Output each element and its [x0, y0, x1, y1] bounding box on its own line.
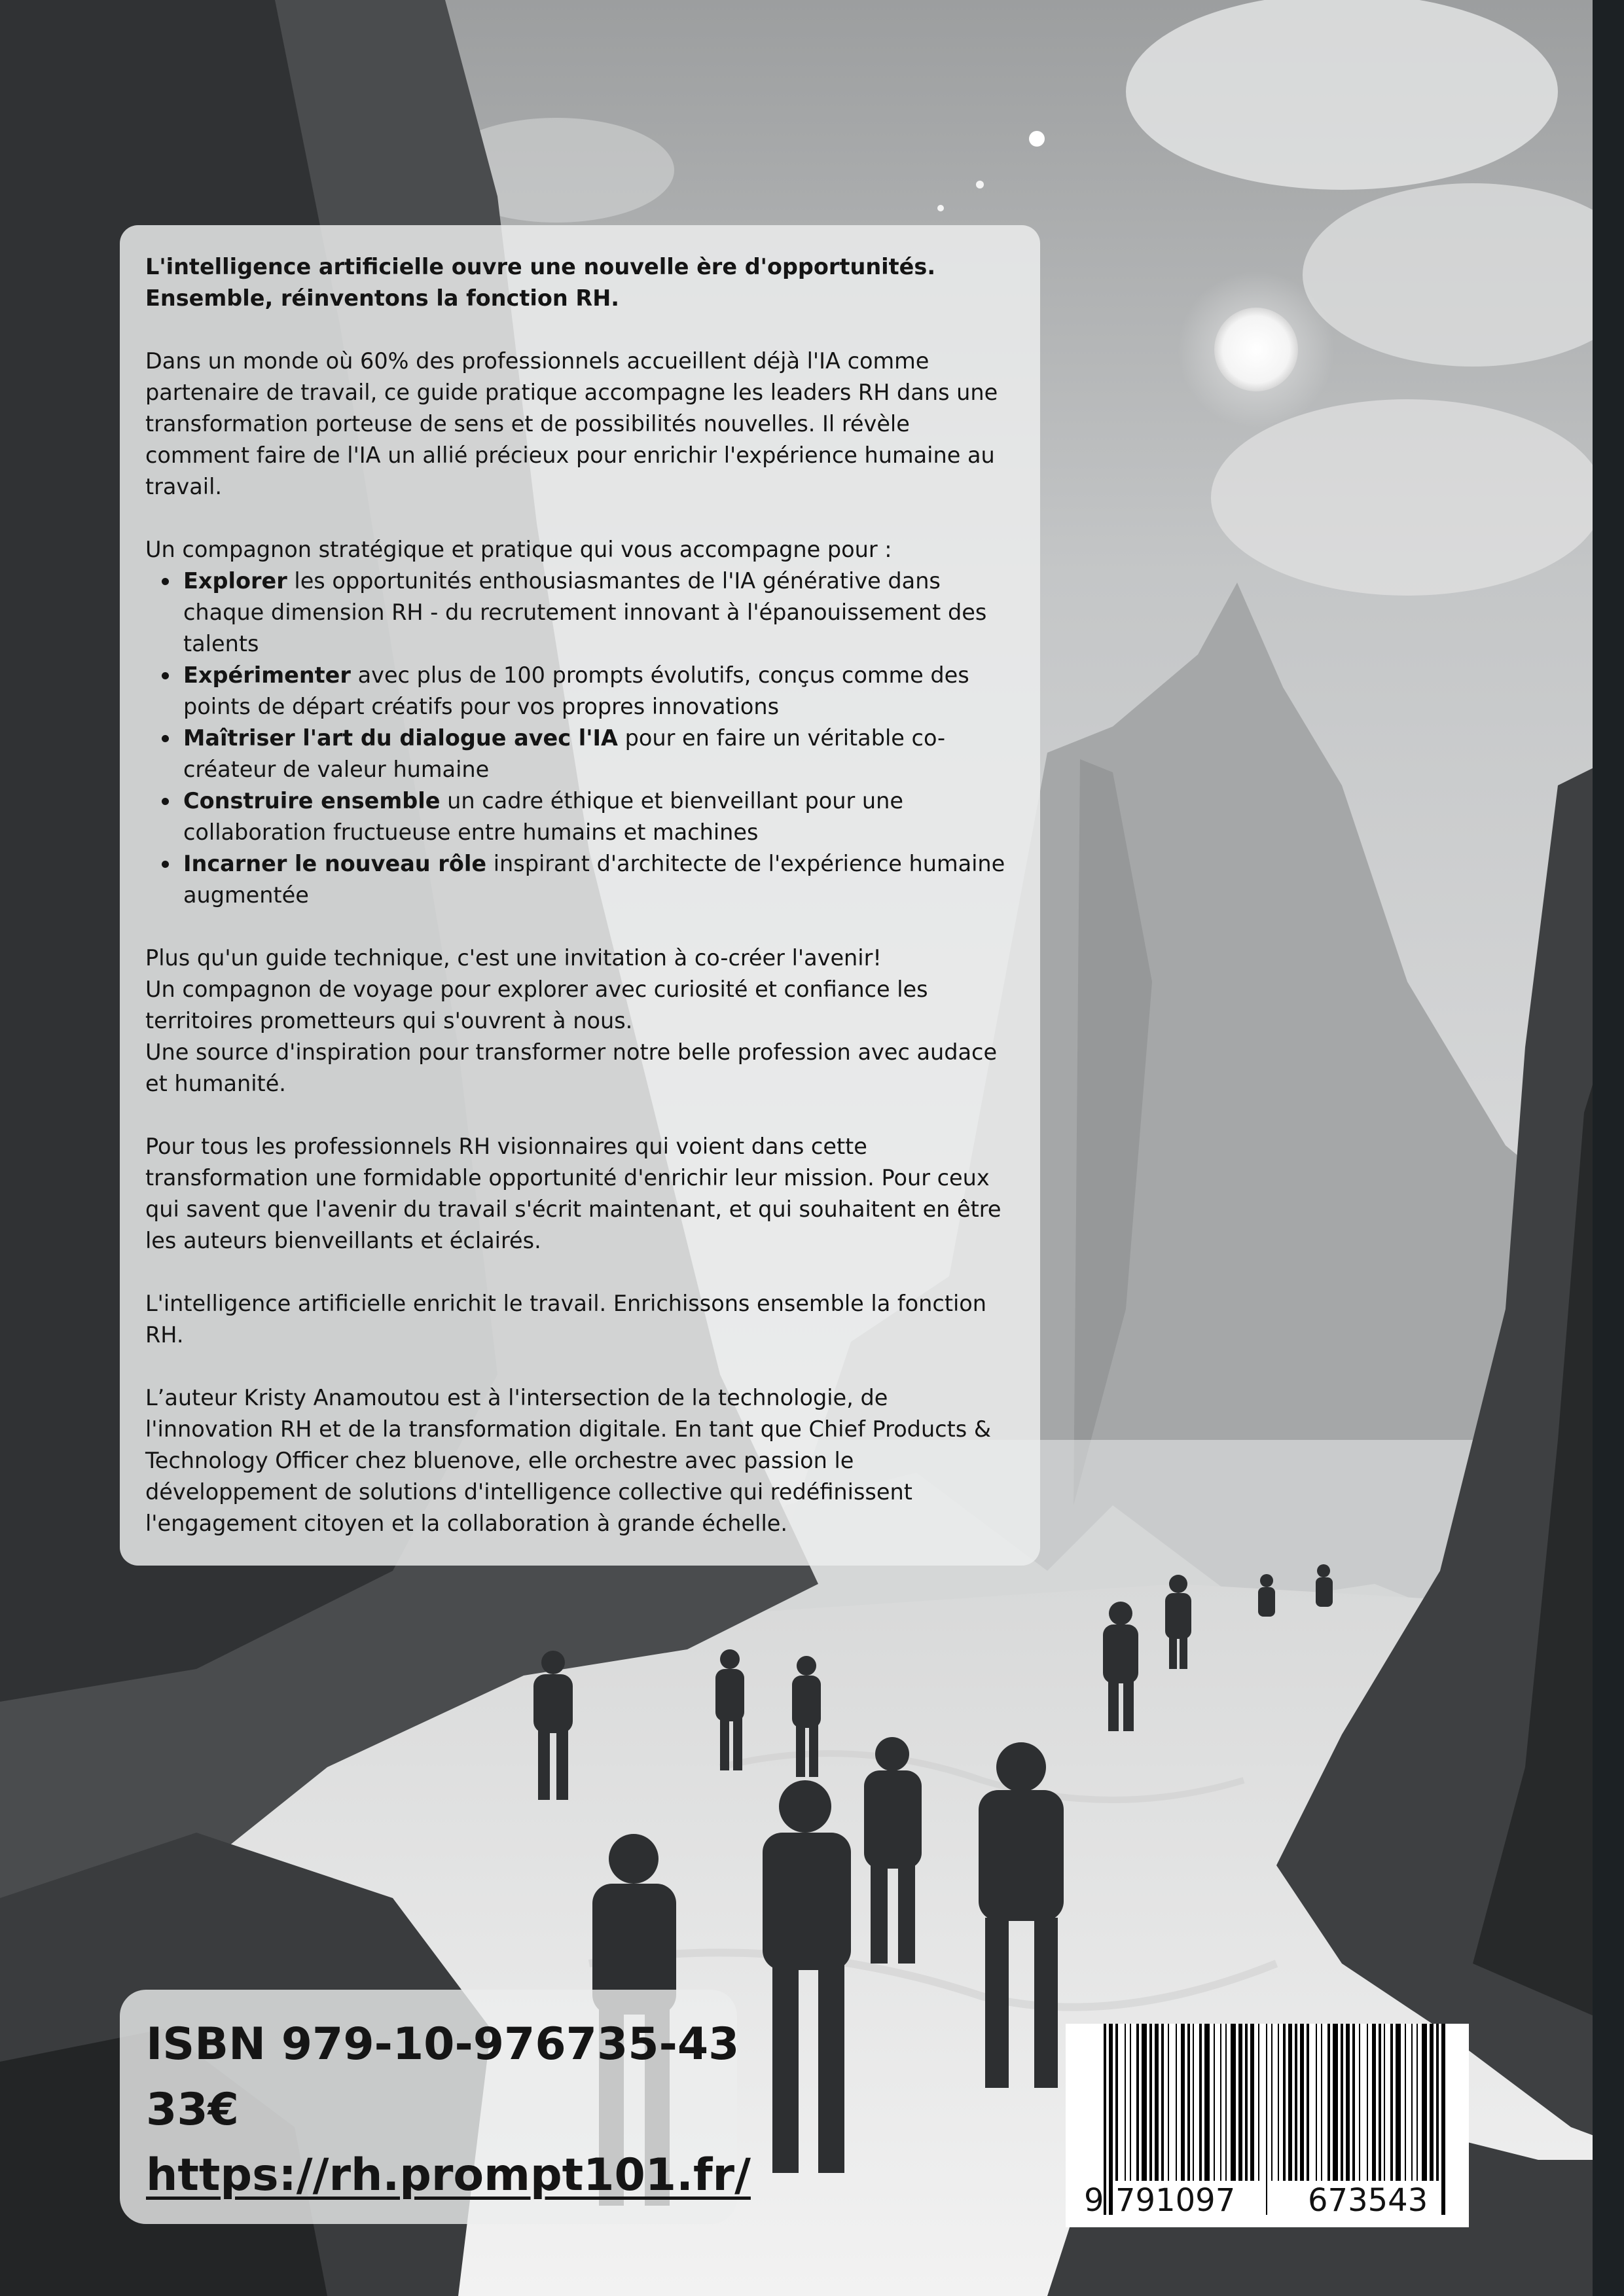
barcode-bar — [1181, 2024, 1185, 2181]
list-item: Construire ensemble un cadre éthique et bienveillant pour une collaboration fructueuse entre humains et machines — [183, 785, 1017, 848]
barcode-bar — [1161, 2024, 1164, 2181]
price: 33€ — [146, 2084, 239, 2136]
barcode-bar — [1367, 2024, 1368, 2181]
barcode-number — [1066, 2181, 1469, 2220]
invitation-line-1: Plus qu'un guide technique, c'est une invitation à co-créer l'avenir! — [145, 945, 882, 971]
barcode-bar — [1405, 2024, 1406, 2181]
barcode-bar — [1168, 2024, 1169, 2181]
barcode-bar — [1155, 2024, 1159, 2181]
benefits-list — [145, 565, 1017, 911]
barcode-digits-right: 673543 — [1308, 2182, 1428, 2219]
barcode-bar — [1321, 2024, 1322, 2181]
barcode-bar — [1130, 2024, 1131, 2181]
barcode-bar — [1271, 2024, 1272, 2181]
barcode-bar — [1278, 2024, 1279, 2181]
barcode-bar — [1359, 2024, 1360, 2181]
barcode-bar — [1379, 2024, 1381, 2181]
author-bio: L’auteur Kristy Anamoutou est à l'intersection de la technologie, de l'innovation RH et de la transformation digitale. En tant que Chief Products & Technology Officer chez bluenove, elle orchestre avec passion le développement de solutions d'intelligence collective qui redéfinissent l'engagement citoyen et la collaboration à grande échelle. — [145, 1385, 991, 1536]
list-item: Incarner le nouveau rôle inspirant d'architecte de l'expérience humaine augmentée — [183, 848, 1017, 911]
barcode-bar — [1307, 2024, 1309, 2181]
barcode-bar — [1390, 2024, 1393, 2181]
intro-paragraph: Dans un monde où 60% des professionnels accueillent déjà l'IA comme partenaire de travail, ce guide pratique accompagne les leaders RH dans une transformation porteuse de sens et de possibilités nouvelles. Il révèle comment faire de l'IA un allié précieux pour enrichir l'expérience humaine au travail. — [145, 348, 998, 499]
barcode-bar — [1346, 2024, 1350, 2181]
barcode-bar — [1149, 2024, 1152, 2181]
barcode-bar — [1436, 2024, 1439, 2181]
barcode-bar — [1341, 2024, 1343, 2181]
barcode — [1066, 2024, 1469, 2227]
barcode-bar — [1327, 2024, 1330, 2181]
barcode-bar — [1250, 2024, 1254, 2181]
barcode-bar — [1231, 2024, 1236, 2181]
list-item: Maîtriser l'art du dialogue avec l'IA pour en faire un véritable co-créateur de valeur humaine — [183, 723, 1017, 785]
barcode-bar — [1245, 2024, 1248, 2181]
barcode-bar — [1214, 2024, 1215, 2181]
barcode-bar — [1283, 2024, 1286, 2181]
barcode-bar — [1300, 2024, 1304, 2181]
spine-edge — [1593, 0, 1624, 2296]
barcode-bar — [1384, 2024, 1385, 2181]
barcode-bar — [1136, 2024, 1139, 2181]
barcode-bar — [1352, 2024, 1355, 2181]
barcode-bar — [1193, 2024, 1194, 2181]
barcode-bar — [1115, 2024, 1118, 2181]
barcode-bar — [1372, 2024, 1376, 2181]
barcode-lead-digit: 9 — [1084, 2182, 1104, 2219]
back-cover-text-panel — [120, 225, 1040, 1566]
barcode-bar — [1225, 2024, 1227, 2181]
barcode-bar — [1316, 2024, 1317, 2181]
list-item: Explorer les opportunités enthousiasmantes de l'IA générative dans chaque dimension RH - du recrutement innovant à l'épanouissement des talents — [183, 565, 1017, 660]
lead-line-1: L'intelligence artificielle ouvre une nouvelle ère d'opportunités. — [145, 254, 936, 279]
list-item: Expérimenter avec plus de 100 prompts évolutifs, conçus comme des points de départ créatifs pour vos propres innovations — [183, 660, 1017, 723]
barcode-bar — [1176, 2024, 1177, 2181]
barcode-bar — [1411, 2024, 1413, 2181]
isbn: ISBN 979-10-976735-43 — [146, 2018, 740, 2070]
book-info-panel — [120, 1990, 751, 2224]
barcode-bar — [1125, 2024, 1126, 2181]
invitation-line-2: Un compagnon de voyage pour explorer avec curiosité et confiance les territoires prometteurs qui s'ouvrent à nous. — [145, 977, 928, 1033]
barcode-bar — [1220, 2024, 1221, 2181]
barcode-bar — [1416, 2024, 1418, 2181]
barcode-bar — [1396, 2024, 1401, 2181]
invitation-line-3: Une source d'inspiration pour transformer notre belle profession avec audace et humanité. — [145, 1039, 998, 1096]
barcode-bar — [1187, 2024, 1190, 2181]
barcode-digits-left: 791097 — [1115, 2182, 1236, 2219]
lead-line-2: Ensemble, réinventons la fonction RH. — [145, 285, 619, 311]
barcode-bar — [1204, 2024, 1210, 2181]
website-link[interactable]: https://rh.prompt101.fr/ — [146, 2149, 751, 2201]
barcode-bar — [1422, 2024, 1427, 2181]
lead-statement — [145, 251, 1017, 314]
barcode-bar — [1295, 2024, 1297, 2181]
invitation-paragraph — [145, 942, 1017, 1100]
audience-paragraph: Pour tous les professionnels RH visionnaires qui voient dans cette transformation une formidable opportunité d'enrichir leur mission. Pour ceux qui savent que l'avenir du travail s'écrit maintenant, et qui souhaitent en être les auteurs bienveillants et éclairés. — [145, 1134, 1001, 1253]
list-intro: Un compagnon stratégique et pratique qui vous accompagne pour : — [145, 537, 892, 562]
barcode-bar — [1199, 2024, 1202, 2181]
barcode-bar — [1288, 2024, 1292, 2181]
barcode-bar — [1333, 2024, 1338, 2181]
barcode-bar — [1142, 2024, 1147, 2181]
closing-paragraph: L'intelligence artificielle enrichit le travail. Enrichissons ensemble la fonction RH. — [145, 1291, 986, 1348]
barcode-bar — [1238, 2024, 1242, 2181]
barcode-bar — [1258, 2024, 1259, 2181]
barcode-bar — [1430, 2024, 1434, 2181]
